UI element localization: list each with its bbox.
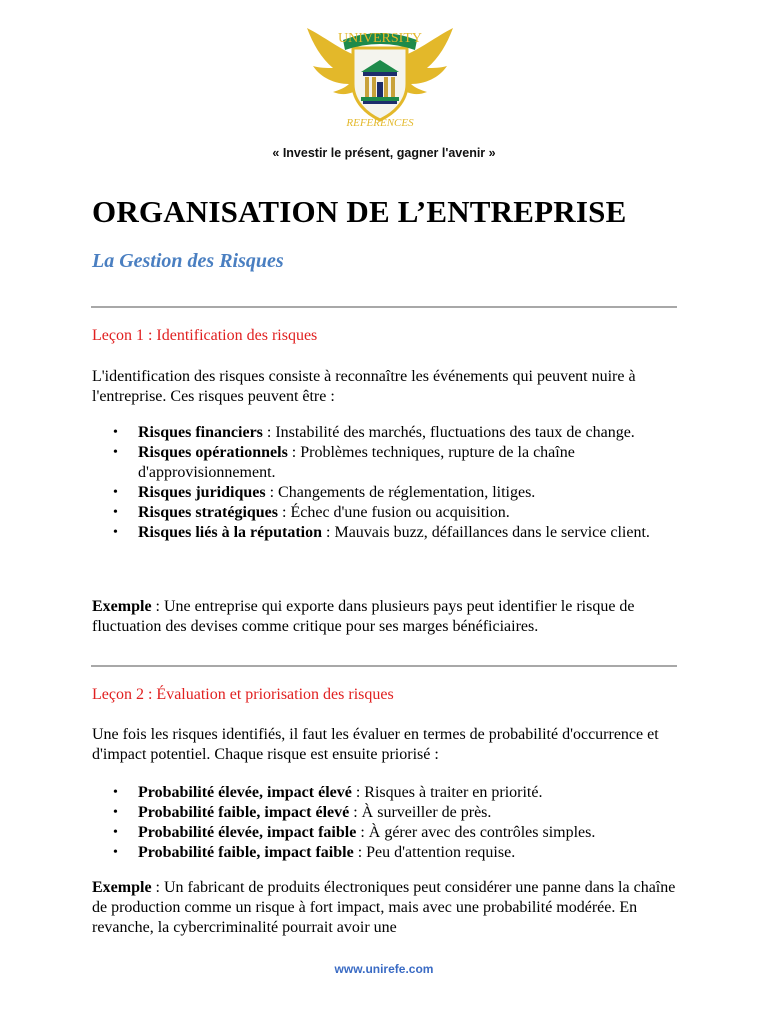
list-item-desc: : Instabilité des marchés, fluctuations des taux de change. xyxy=(262,424,635,441)
list-item xyxy=(92,523,692,543)
lesson-1-example xyxy=(92,597,692,637)
list-item-desc: : Mauvais buzz, défaillances dans le service client. xyxy=(322,524,650,541)
bullet-icon: • xyxy=(113,805,118,820)
list-item xyxy=(92,803,692,823)
example-text: : Une entreprise qui exporte dans plusieurs pays peut identifier le risque de fluctuation des devises comme critique pour ses marges bénéficiaires. xyxy=(92,598,635,635)
list-item-term: Probabilité faible, impact élevé xyxy=(138,804,350,821)
list-item xyxy=(92,443,692,483)
lesson-1-risk-list xyxy=(92,423,692,543)
list-item xyxy=(92,483,692,503)
bullet-icon: • xyxy=(113,525,118,540)
list-item-term: Risques opérationnels xyxy=(138,444,288,461)
bullet-icon: • xyxy=(113,505,118,520)
footer-website-link[interactable]: www.unirefe.com xyxy=(334,962,434,976)
list-item-term: Probabilité faible, impact faible xyxy=(138,844,354,861)
list-item-term: Risques juridiques xyxy=(138,484,266,501)
list-item-desc: : À gérer avec des contrôles simples. xyxy=(356,824,596,841)
lesson-2-heading: Leçon 2 : Évaluation et priorisation des risques xyxy=(92,686,394,703)
bullet-icon: • xyxy=(113,825,118,840)
list-item xyxy=(92,423,692,443)
example-text: : Un fabricant de produits électroniques peut considérer une panne dans la chaîne de production comme un risque à fort impact, mais avec une probabilité modérée. En revanche, la cybercriminalité pourrait avoir une xyxy=(92,879,676,936)
logo-bottom-text: REFERENCES xyxy=(346,117,414,129)
bullet-icon: • xyxy=(113,425,118,440)
list-item xyxy=(92,843,692,863)
list-item-term: Probabilité élevée, impact faible xyxy=(138,824,357,841)
list-item-desc: : Changements de réglementation, litiges. xyxy=(265,484,536,501)
list-item-term: Probabilité élevée, impact élevé xyxy=(138,784,352,801)
list-item xyxy=(92,823,692,843)
list-item-desc: : Peu d'attention requise. xyxy=(353,844,516,861)
lesson-2-priority-list xyxy=(92,783,692,863)
list-item-desc: : À surveiller de près. xyxy=(349,804,492,821)
bullet-icon: • xyxy=(113,845,118,860)
list-item xyxy=(92,503,692,523)
lesson-2-intro: Une fois les risques identifiés, il faut les évaluer en termes de probabilité d'occurrence et d'impact potentiel. Chaque risque est ensuite priorisé : xyxy=(92,726,659,763)
bullet-icon: • xyxy=(113,785,118,800)
lesson-1-intro: L'identification des risques consiste à reconnaître les événements qui peuvent nuire à l'entreprise. Ces risques peuvent être : xyxy=(92,368,636,405)
motto: « Investir le présent, gagner l'avenir » xyxy=(272,146,496,160)
list-item xyxy=(92,783,692,803)
example-label: Exemple xyxy=(92,598,152,615)
list-item-term: Risques financiers xyxy=(138,424,263,441)
logo-top-text: UNIVERSITY xyxy=(338,31,422,46)
list-item-term: Risques stratégiques xyxy=(138,504,279,521)
university-references-logo xyxy=(305,22,455,132)
lesson-2-example xyxy=(92,878,692,938)
lesson-1-heading: Leçon 1 : Identification des risques xyxy=(92,327,318,344)
list-item-desc: : Problèmes techniques, rupture de la chaîne d'approvisionnement. xyxy=(138,444,575,481)
bullet-icon: • xyxy=(113,445,118,460)
section-divider xyxy=(91,665,677,667)
list-item-term: Risques liés à la réputation xyxy=(138,524,323,541)
list-item-desc: : Échec d'une fusion ou acquisition. xyxy=(278,504,510,521)
document-title: ORGANISATION DE L’ENTREPRISE xyxy=(92,194,627,229)
section-divider xyxy=(91,306,677,308)
list-item-desc: : Risques à traiter en priorité. xyxy=(351,784,543,801)
document-subtitle: La Gestion des Risques xyxy=(92,250,284,272)
bullet-icon: • xyxy=(113,485,118,500)
example-label: Exemple xyxy=(92,879,152,896)
